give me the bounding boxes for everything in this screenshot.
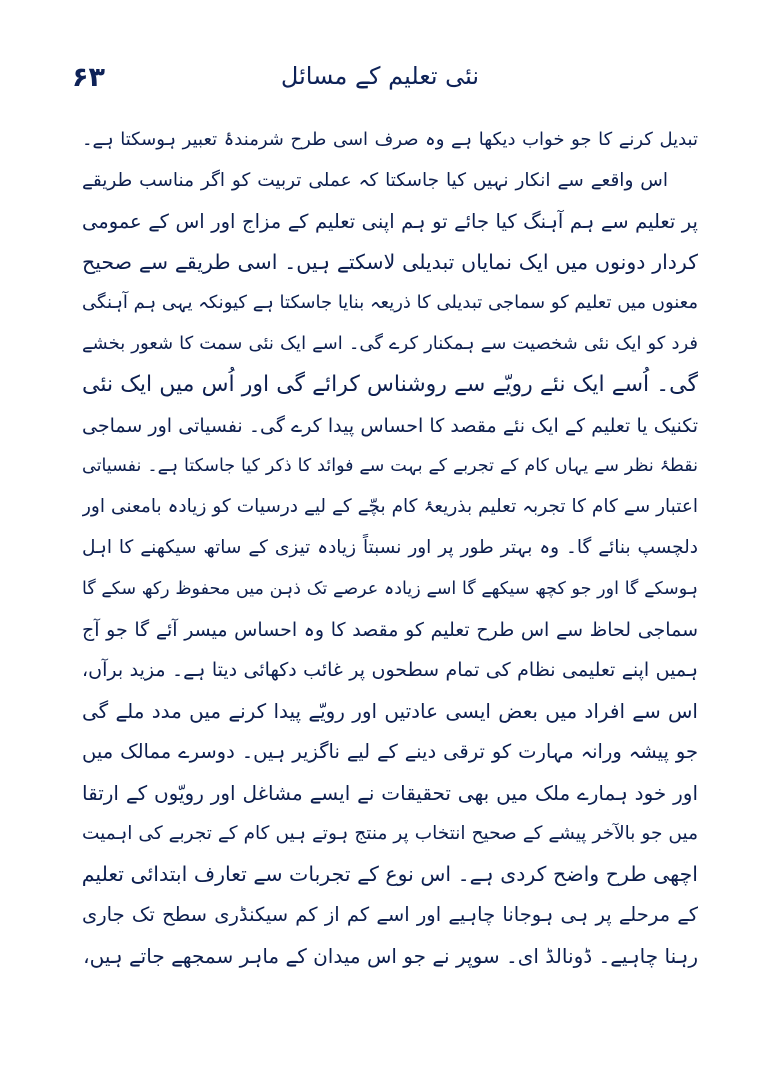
text-line: کے مرحلے پر ہی ہوجانا چاہیے اور اسے کم از کم سیکنڈری سطح تک جاری bbox=[82, 903, 698, 927]
text-line: تبدیل کرنے کا جو خواب دیکھا ہے وہ صرف اسی طرح شرمندۂ تعبیر ہوسکتا ہے۔ bbox=[82, 129, 698, 150]
text-line: اس سے افراد میں بعض ایسی عادتیں اور رویّے پیدا کرنے میں مدد ملے گی bbox=[82, 699, 698, 724]
text-line: پر تعلیم سے ہم آہنگ کیا جائے تو ہم اپنی تعلیم کے مزاج اور اس کے عمومی bbox=[82, 209, 698, 233]
text-line: رہنا چاہیے۔ ڈونالڈ ای۔ سوپر نے جو اس میدان کے ماہر سمجھے جاتے ہیں، bbox=[83, 943, 698, 968]
page-number: ۶۳ bbox=[72, 62, 105, 93]
text-line: میں جو بالآخر پیشے کے صحیح انتخاب پر منتج ہوتے ہیں کام کے تجربے کی اہمیت bbox=[82, 822, 698, 844]
running-title: نئی تعلیم کے مسائل bbox=[280, 62, 480, 90]
text-line: معنوں میں تعلیم کو سماجی تبدیلی کا ذریعہ بنایا جاسکتا ہے کیونکہ یہی ہم آہنگی bbox=[82, 292, 698, 314]
text-line: ہوسکے گا اور جو کچھ سیکھے گا اسے زیادہ عرصے تک ذہن میں محفوظ رکھ سکے گا bbox=[82, 578, 698, 599]
text-line: اس واقعے سے انکار نہیں کیا جاسکتا کہ عملی تربیت کو اگر مناسب طریقے bbox=[82, 169, 668, 191]
text-line: کردار دونوں میں ایک نمایاں تبدیلی لاسکتے ہیں۔ اسی طریقے سے صحیح bbox=[82, 250, 698, 275]
text-line: ہمیں اپنے تعلیمی نظام کی تمام سطحوں پر غائب دکھائی دیتا ہے۔ مزید برآں، bbox=[82, 659, 698, 682]
text-line: جو پیشہ ورانہ مہارت کو ترقی دینے کے لیے ناگزیر ہیں۔ دوسرے ممالک میں bbox=[82, 739, 698, 763]
text-line: اور خود ہمارے ملک میں بھی تحقیقات نے ایسے مشاغل اور رویّوں کے ارتقا bbox=[82, 780, 698, 805]
body-text bbox=[82, 120, 698, 977]
text-line: گی۔ اُسے ایک نئے رویّے سے روشناس کرائے گی اور اُس میں ایک نئی bbox=[82, 371, 698, 397]
text-line: تکنیک یا تعلیم کے ایک نئے مقصد کا احساس پیدا کرے گی۔ نفسیاتی اور سماجی bbox=[82, 414, 698, 437]
text-line: سماجی لحاظ سے اس طرح تعلیم کو مقصد کا وہ احساس میسر آئے گا جو آج bbox=[82, 618, 698, 641]
text-line: نقطۂ نظر سے یہاں کام کے تجربے کے بہت سے فوائد کا ذکر کیا جاسکتا ہے۔ نفسیاتی bbox=[82, 456, 698, 477]
text-line: اچھی طرح واضح کردی ہے۔ اس نوع کے تجربات سے تعارف ابتدائی تعلیم bbox=[82, 862, 698, 887]
text-line: اعتبار سے کام کا تجربہ تعلیم بذریعۂ کام بچّے کے لیے درسیات کو زیادہ بامعنی اور bbox=[82, 496, 698, 518]
text-line: فرد کو ایک نئی شخصیت سے ہمکنار کرے گی۔ اسے ایک نئی سمت کا شعور بخشے bbox=[82, 332, 698, 354]
text-line: دلچسپ بنائے گا۔ وہ بہتر طور پر اور نسبتاً زیادہ تیزی کے ساتھ سیکھنے کا اہل bbox=[82, 536, 698, 558]
